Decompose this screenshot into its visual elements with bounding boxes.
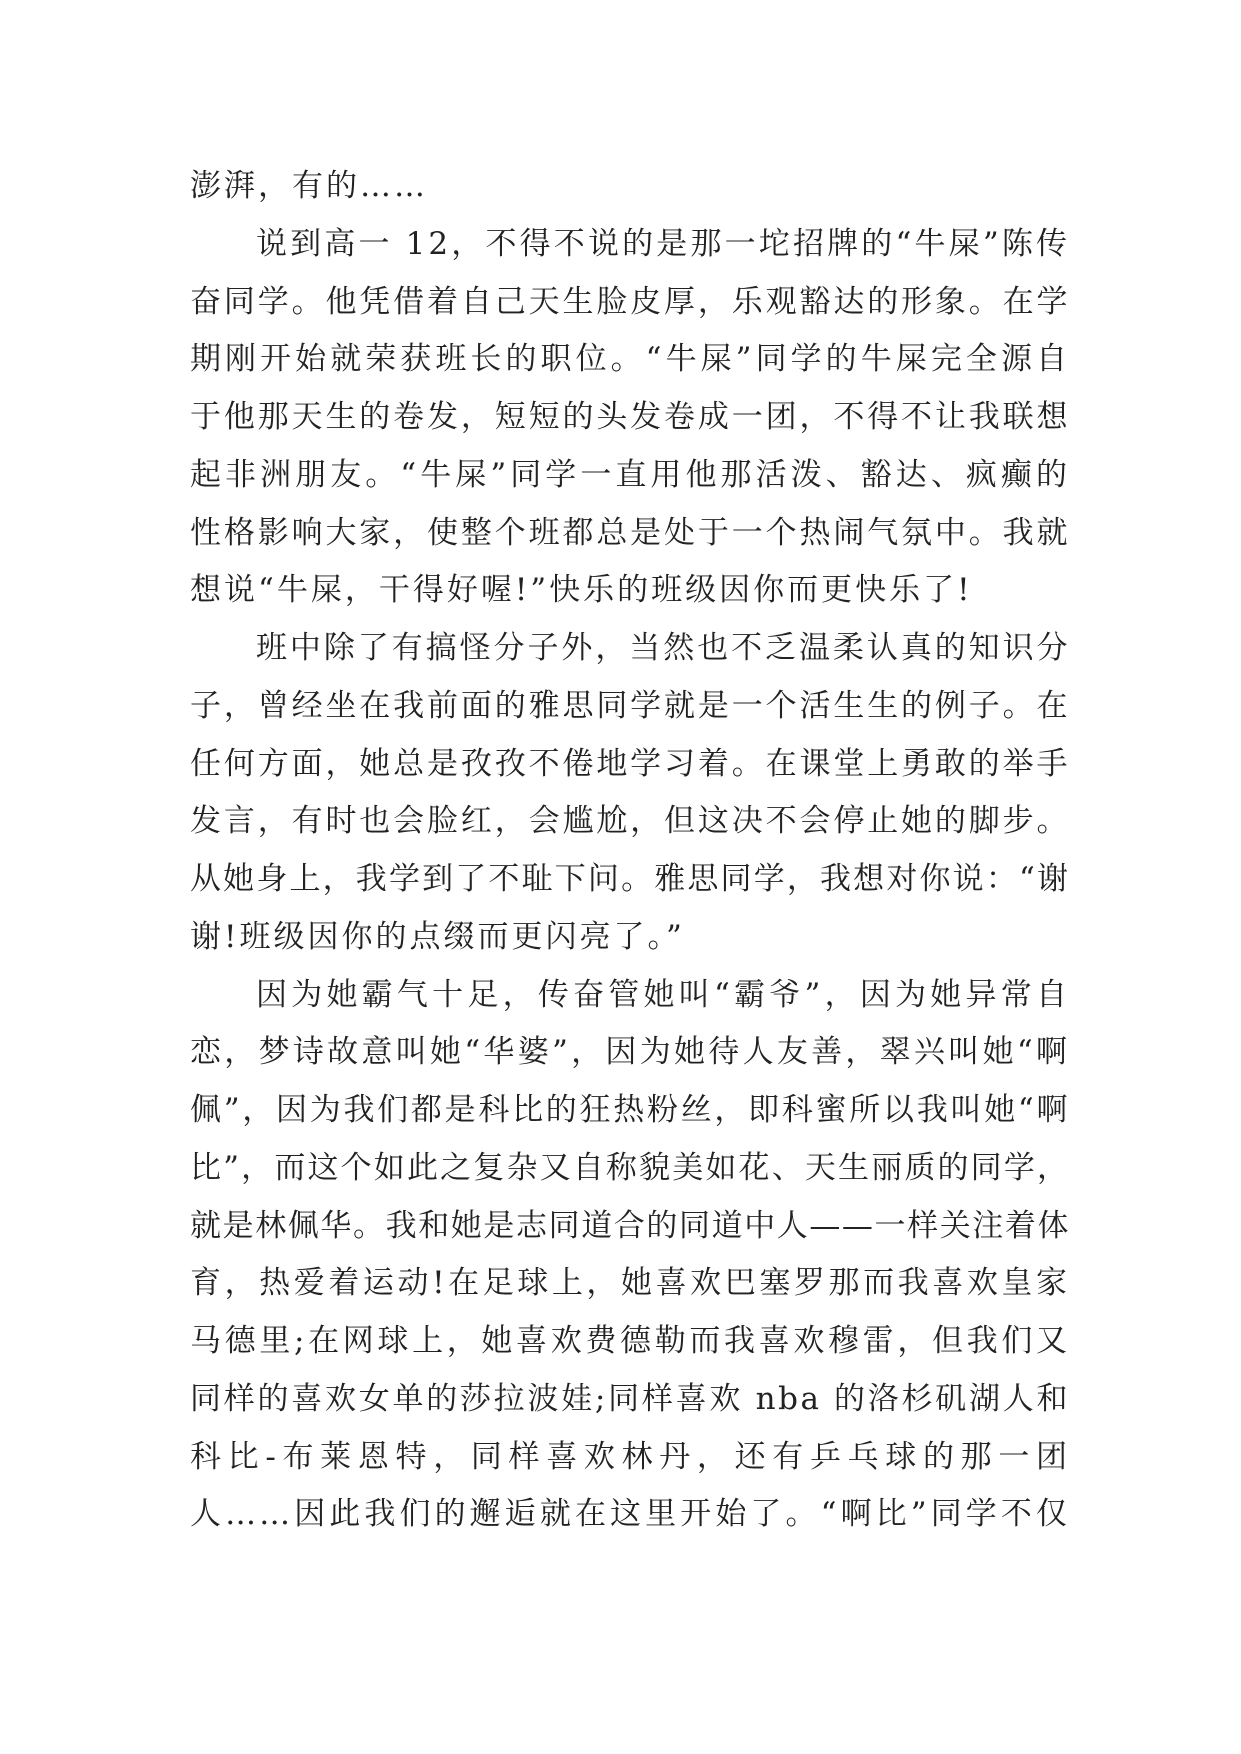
- text-line: 任何方面，她总是孜孜不倦地学习着。在课堂上勇敢的举手: [190, 745, 1070, 782]
- text-line: 想说“牛屎，干得好喔!”快乐的班级因你而更快乐了!: [190, 572, 973, 609]
- text-line: 佩”，因为我们都是科比的狂热粉丝，即科蜜所以我叫她“啊: [190, 1092, 1070, 1128]
- text-line: 就是林佩华。我和她是志同道合的同道中人——一样关注着体: [190, 1207, 1070, 1244]
- text-line: 人……因此我们的邂逅就在这里开始了。“啊比”同学不仅: [190, 1496, 1070, 1533]
- text-line: 期刚开始就荣获班长的职位。“牛屎”同学的牛屎完全源自: [190, 341, 1070, 378]
- text-line: 育，热爱着运动!在足球上，她喜欢巴塞罗那而我喜欢皇家: [190, 1265, 1070, 1302]
- text-line: 恋，梦诗故意叫她“华婆”，因为她待人友善，翠兴叫她“啊: [190, 1034, 1070, 1071]
- text-line: 因为她霸气十足，传奋管她叫“霸爷”，因为她异常自: [256, 976, 1070, 1013]
- body-text: [190, 158, 1070, 1544]
- text-line: 于他那天生的卷发，短短的头发卷成一团，不得不让我联想: [190, 399, 1070, 435]
- text-line: 性格影响大家，使整个班都总是处于一个热闹气氛中。我就: [190, 514, 1070, 551]
- text-line: 科比-布莱恩特，同样喜欢林丹，还有乒乓球的那一团: [190, 1438, 1070, 1475]
- text-line: 起非洲朋友。“牛屎”同学一直用他那活泼、豁达、疯癫的: [190, 456, 1070, 493]
- text-line: 比”，而这个如此之复杂又自称貌美如花、天生丽质的同学，: [190, 1149, 1070, 1186]
- text-line: 从她身上，我学到了不耻下问。雅思同学，我想对你说：“谢: [190, 861, 1070, 897]
- text-line: 子，曾经坐在我前面的雅思同学就是一个活生生的例子。在: [190, 687, 1070, 724]
- text-line: 马德里;在网球上，她喜欢费德勒而我喜欢穆雷，但我们又: [190, 1323, 1070, 1359]
- text-line: 班中除了有搞怪分子外，当然也不乏温柔认真的知识分: [256, 630, 1070, 666]
- text-line: 谢!班级因你的点缀而更闪亮了。”: [190, 918, 685, 955]
- text-line: 奋同学。他凭借着自己天生脸皮厚，乐观豁达的形象。在学: [190, 283, 1070, 320]
- text-line: 同样的喜欢女单的莎拉波娃;同样喜欢 nba 的洛杉矶湖人和: [190, 1380, 1070, 1417]
- text-line: 澎湃，有的……: [190, 168, 428, 204]
- text-line: 说到高一 12，不得不说的是那一坨招牌的“牛屎”陈传: [256, 225, 1070, 262]
- text-line: 发言，有时也会脸红，会尴尬，但这决不会停止她的脚步。: [190, 803, 1070, 840]
